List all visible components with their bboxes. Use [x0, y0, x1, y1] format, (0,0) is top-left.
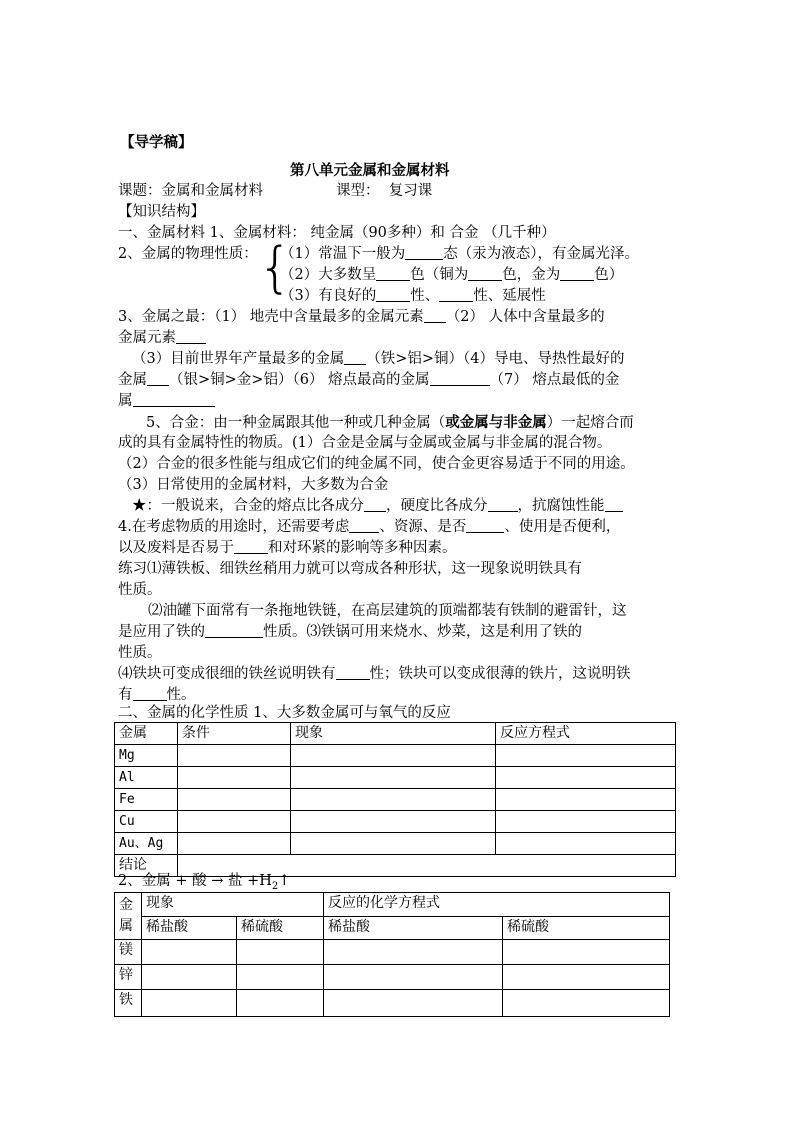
metal-header-cell: 金属: [115, 893, 142, 940]
alloy-line-4: （3）日常使用的金属材料，大多数为合金: [118, 477, 389, 493]
sub-header-hcl: 稀盐酸: [142, 917, 237, 940]
physical-item-3: （3）有良好的 性、 性、延展性: [280, 288, 546, 304]
metal-cell: Mg: [115, 745, 178, 767]
chemical-properties-head: 二、金属的化学性质 1、大多数金属可与氧气的反应: [118, 705, 451, 721]
metal-cell: 锌: [115, 965, 142, 990]
section-structure: 【知识结构】: [118, 204, 205, 220]
superlatives-line-5: 属: [118, 391, 215, 412]
practice-line-3: ⑵油罐下面常有一条拖地铁链，在高层建筑的顶端都装有铁制的避雷针，这: [148, 603, 627, 619]
lesson-type: 课型： 复习课: [336, 183, 433, 199]
alloy-line-2: 成的具有金属特性的物质。(1）合金是金属与金属或金属与非金属的混合物。: [118, 435, 612, 451]
table-row: [115, 833, 676, 855]
practice-line-1: 练习⑴薄铁板、细铁丝稍用力就可以弯成各种形状，这一现象说明铁具有: [118, 561, 582, 577]
superlatives-line-3: （3）目前世界年产量最多的金属 （铁>铝>铜）（4）导电、导热性最好的: [132, 351, 625, 367]
alloy-line-3: （2）合金的很多性能与组成它们的纯金属不同，使合金更容易适于不同的用途。: [118, 456, 635, 472]
table-row: [115, 940, 670, 965]
guide-tag: 【导学稿】: [120, 134, 193, 151]
metal-materials-line: 一、金属材料 1、金属材料： 纯金属（90多种）和 合金 （几千种）: [118, 225, 556, 241]
metal-cell: Fe: [115, 789, 178, 811]
practice-line-7: 有 性。: [118, 687, 196, 703]
table-row: [115, 767, 676, 789]
header-cell: 条件: [178, 723, 291, 745]
physical-item-2: （2）大多数呈 色（铜为 色，金为 色）: [280, 267, 624, 283]
acid-reaction-head: 2、金属 + 酸 → 盐 $+H_2↑$: [118, 873, 291, 892]
header-cell: 反应方程式: [496, 723, 676, 745]
acid-reaction-table: [114, 892, 670, 1017]
lesson-topic: 课题：金属和金属材料: [118, 183, 263, 199]
metal-cell: Cu: [115, 811, 178, 833]
practice-line-4: 是应用了铁的 性质。⑶铁锅可用来烧水、炒菜，这是利用了铁的: [118, 624, 582, 640]
practice-line-2: 性质。: [118, 582, 162, 598]
table-header-row: [115, 723, 676, 745]
physical-item-1: （1）常温下一般为 态（汞为液态），有金属光泽。: [280, 246, 639, 262]
sub-header-hcl: 稀盐酸: [324, 917, 503, 940]
use-considerations-line-1: 4.在考虑物质的用途时，还需要考虑 、资源、是否 、使用是否便利，: [118, 519, 621, 535]
use-considerations-line-2: 以及废料是否易于 和对环紧的影响等多种因素。: [118, 540, 457, 556]
table-row: [115, 745, 676, 767]
practice-line-6: ⑷铁块可变成很细的铁丝说明铁有 性；铁块可以变成很薄的铁片，这说明铁: [118, 666, 631, 682]
table-row: [115, 811, 676, 833]
brace-icon: {: [258, 236, 293, 299]
table-row: [115, 789, 676, 811]
conclusion-cell: 结论: [115, 855, 178, 877]
alloy-line-1: 5、合金：由一种金属跟其他一种或几种金属（或金属与非金属）一起熔合而: [146, 414, 634, 431]
superlatives-line-2: 金属元素: [118, 328, 206, 349]
alloy-star-line: ★：一般说来，合金的熔点比各成分 ，硬度比各成分 ，抗腐蚀性能: [132, 496, 623, 517]
table-row: [115, 965, 670, 990]
metal-cell: 镁: [115, 940, 142, 965]
oxygen-reaction-table: [114, 722, 676, 877]
table-row: [115, 990, 670, 1017]
superlatives-line-4: 金属 （银>铜>金>铝）（6） 熔点最高的金属 （7） 熔点最低的金: [118, 372, 620, 388]
metal-cell: Au、Ag: [115, 833, 178, 855]
phenomenon-header: 现象: [142, 893, 324, 917]
page-title: 第八单元金属和金属材料: [290, 162, 450, 179]
sub-header-h2so4: 稀硫酸: [503, 917, 670, 940]
equation-header: 反应的化学方程式: [324, 893, 670, 917]
practice-line-5: 性质。: [118, 645, 162, 661]
metal-cell: Al: [115, 767, 178, 789]
header-cell: 金属: [115, 723, 178, 745]
sub-header-h2so4: 稀硫酸: [237, 917, 324, 940]
physical-properties-head: 2、金属的物理性质：: [118, 246, 258, 262]
metal-cell: 铁: [115, 990, 142, 1017]
header-cell: 现象: [291, 723, 496, 745]
superlatives-line-1: 3、金属之最：（1） 地壳中含量最多的金属元素 （2） 人体中含量最多的: [118, 309, 605, 325]
